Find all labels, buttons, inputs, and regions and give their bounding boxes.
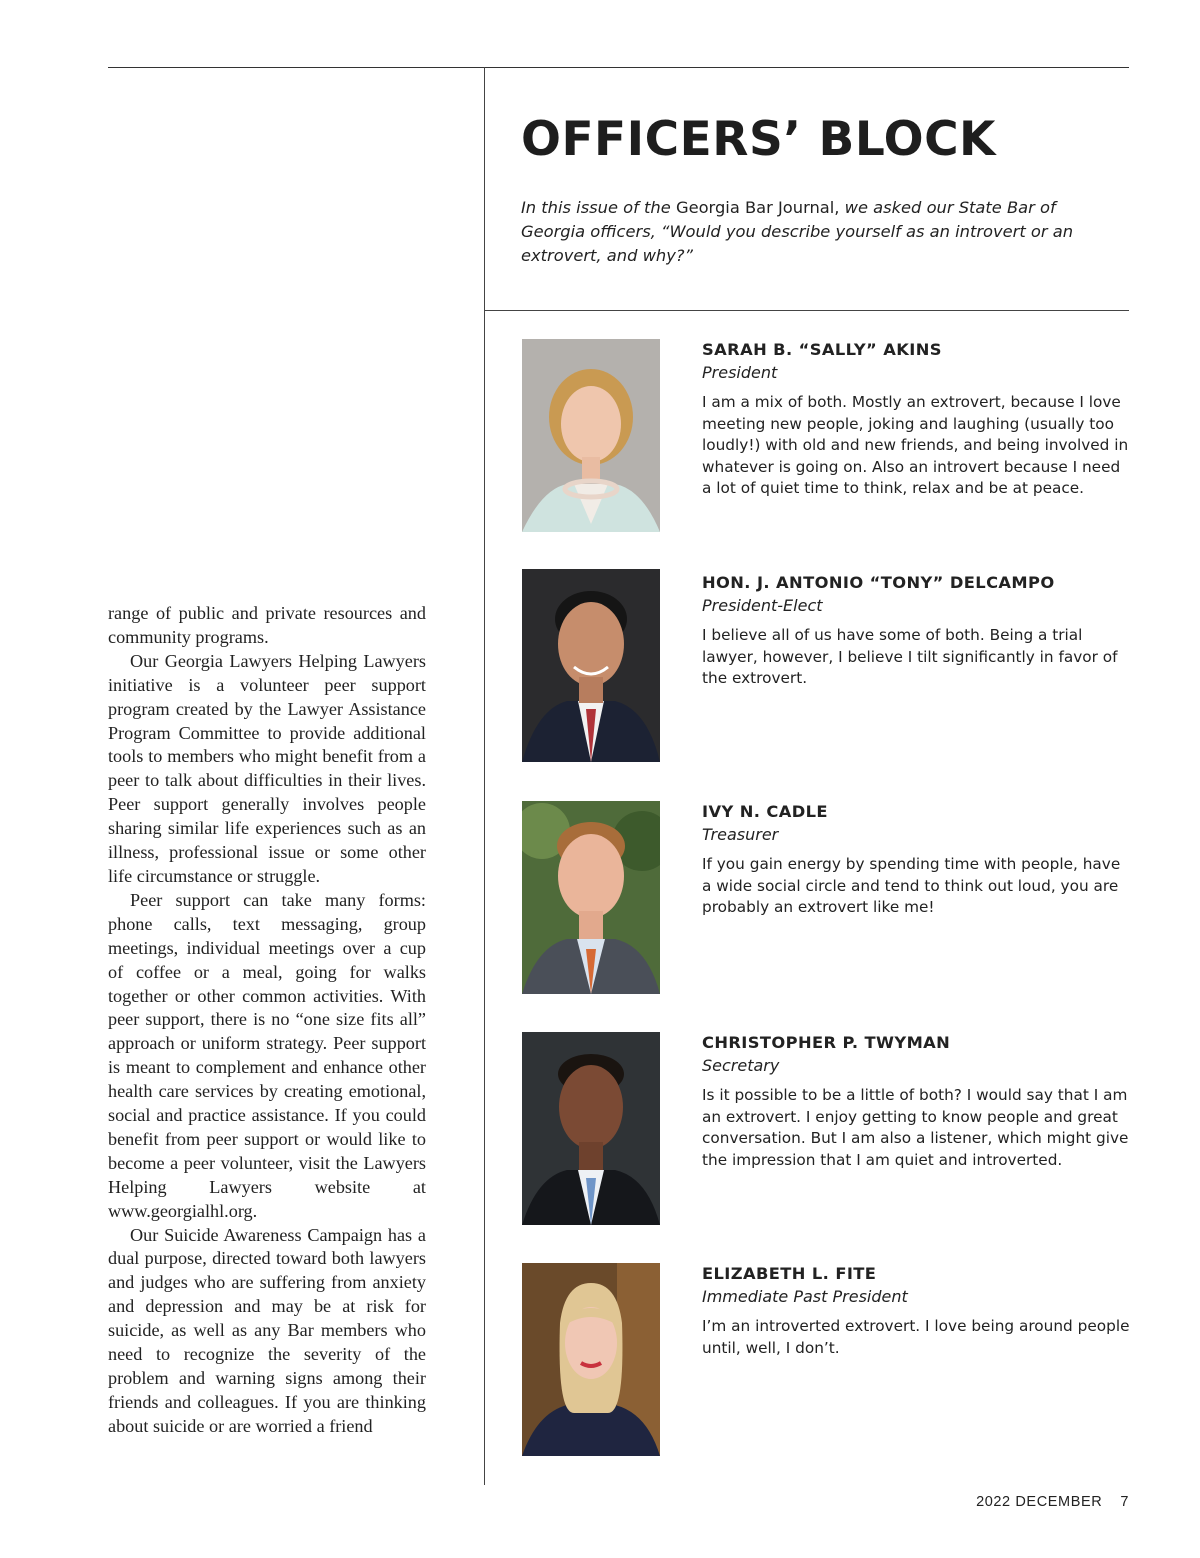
officer-role: President-Elect — [702, 596, 823, 615]
article-paragraph: Our Suicide Awareness Campaign has a dual purpose, directed toward both lawyers and judges who are suffering from anxiety and depression and may be at risk for suicide, as well as any Bar members who need to recognize the severity of the problem and warning signs among their friends and colleagues. If you are thinking about suicide or are worried a friend — [108, 1224, 426, 1436]
page-number: 7 — [1120, 1494, 1129, 1510]
officer-answer: If you gain energy by spending time with people, have a wide social circle and tend to think out loud, you are probably an extrovert like me! — [702, 855, 1121, 917]
officer-role: Treasurer — [702, 825, 779, 844]
officer-role: Secretary — [702, 1056, 780, 1075]
officer-name: ELIZABETH L. FITE — [702, 1264, 877, 1283]
officer-name: SARAH B. “SALLY” AKINS — [702, 340, 942, 359]
page-footer — [976, 1494, 1129, 1510]
intro-before: In this issue of the — [521, 198, 676, 217]
column-divider — [484, 67, 485, 1485]
officer-role: Immediate Past President — [702, 1287, 908, 1306]
portrait-photo-icon — [522, 1032, 660, 1225]
intro-after: we asked our State Bar of Georgia officers, “Would you describe yourself as an introvert or an extrovert, and why?” — [521, 198, 1074, 265]
officer-name: CHRISTOPHER P. TWYMAN — [702, 1033, 951, 1052]
intro-text — [521, 196, 1081, 268]
portrait-photo-icon — [522, 339, 660, 532]
portrait-photo-icon — [522, 1263, 660, 1456]
top-rule — [108, 67, 1129, 68]
officer-photo — [522, 801, 660, 994]
portrait-photo-icon — [522, 569, 660, 762]
officer-name: IVY N. CADLE — [702, 802, 828, 821]
article-paragraph: Peer support can take many forms: phone calls, text messaging, group meetings, individual meetings over a cup of coffee or a meal, going for walks together or other common activities. With peer support, there is no “one size fits all” approach or uniform strategy. Peer support is meant to complement and enhance other health care services by creating emotional, social and practice assistance. If you could benefit from peer support or would like to become a peer volunteer, visit the Lawyers Helping Lawyers website at www.georgialhl.org. — [108, 889, 426, 1221]
article-paragraph: Our Georgia Lawyers Helping Lawyers initiative is a volunteer peer support program created by the Lawyer Assistance Program Committee to provide additional tools to members who might benefit from a peer to talk about difficulties in their lives. Peer support generally involves people sharing similar life experiences such as an illness, professional issue or some other life circumstance or struggle. — [108, 650, 426, 886]
officer-answer: I believe all of us have some of both. Being a trial lawyer, however, I believe I tilt significantly in favor of the extrovert. — [702, 626, 1118, 688]
officer-photo — [522, 339, 660, 532]
officer-photo — [522, 1263, 660, 1456]
section-divider — [484, 310, 1129, 311]
officer-answer: Is it possible to be a little of both? I would say that I am an extrovert. I enjoy getting to know people and great conversation. But I am also a listener, which might give the impression that I am quiet and introverted. — [702, 1086, 1129, 1169]
officer-photo — [522, 1032, 660, 1225]
left-column-article — [108, 602, 426, 1439]
officer-role: President — [702, 363, 778, 382]
officer-photo — [522, 569, 660, 762]
issue-date: 2022 DECEMBER — [976, 1494, 1103, 1510]
portrait-photo-icon — [522, 801, 660, 994]
page-title: OFFICERS’ BLOCK — [521, 112, 996, 167]
article-paragraph: range of public and private resources and community programs. — [108, 603, 426, 647]
officer-answer: I am a mix of both. Mostly an extrovert, because I love meeting new people, joking and laughing (usually too loudly!) with old and new friends, and being involved in whatever is going on. Also an introvert because I need a lot of quiet time to think, relax and be at peace. — [702, 393, 1129, 498]
officer-name: HON. J. ANTONIO “TONY” DELCAMPO — [702, 573, 1055, 592]
journal-name: Georgia Bar Journal, — [675, 198, 840, 217]
officer-answer: I’m an introverted extrovert. I love being around people until, well, I don’t. — [702, 1317, 1130, 1357]
